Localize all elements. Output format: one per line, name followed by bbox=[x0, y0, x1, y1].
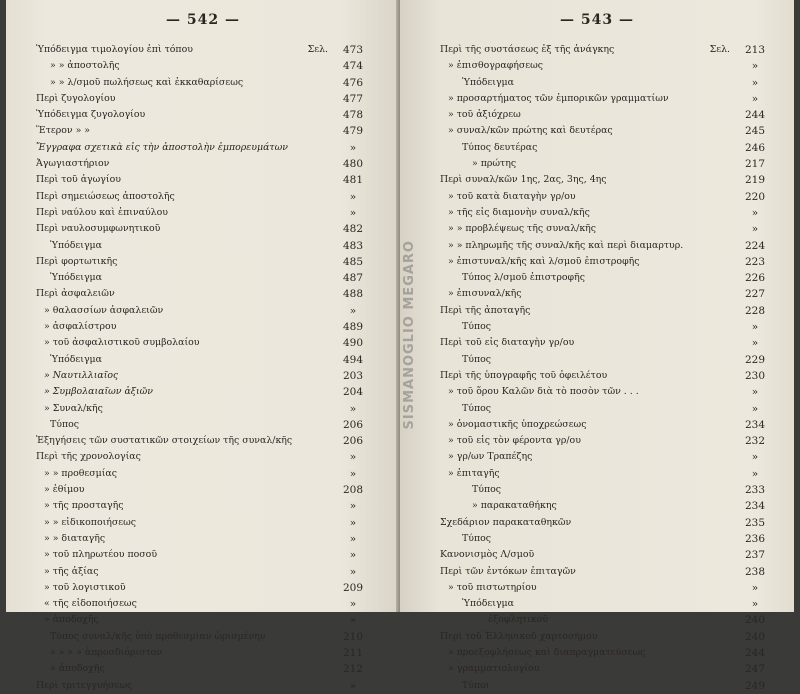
toc-entry bbox=[36, 107, 368, 123]
toc-entry-title: Περὶ τῶν ἐντόκων ἐπιταγῶν bbox=[440, 565, 576, 577]
toc-entry-page-number: » bbox=[751, 206, 759, 219]
toc-entry bbox=[36, 515, 368, 531]
toc-entry-title: » » εἰδικοποιήσεως bbox=[44, 516, 137, 528]
toc-entry-page-number: » bbox=[349, 532, 357, 545]
toc-entry-page-number: 208 bbox=[342, 484, 364, 497]
toc-entry-page-number: » bbox=[751, 451, 759, 464]
toc-entry-page-number: 203 bbox=[342, 369, 364, 382]
toc-entry bbox=[440, 303, 770, 319]
toc-entry-title: » ἀσφαλίστρου bbox=[44, 321, 117, 333]
toc-entry-title: Περὶ ναυλοσυμφωνητικοῦ bbox=[36, 223, 161, 235]
toc-entry-page-number: 210 bbox=[342, 630, 364, 643]
toc-entry-page-number: 481 bbox=[342, 174, 364, 187]
toc-entry bbox=[36, 678, 368, 694]
toc-entry-page-number: 249 bbox=[744, 679, 766, 692]
toc-entry bbox=[440, 678, 770, 694]
library-stamp: SISMANOGLIO MEGARO bbox=[402, 240, 417, 430]
toc-entry-title: » τοῦ λογιστικοῦ bbox=[44, 581, 126, 593]
toc-entry bbox=[36, 91, 368, 107]
toc-entry-title: » ἐπιστυναλ/κῆς καὶ λ/σμοῦ ἐπιστροφῆς bbox=[448, 255, 640, 267]
toc-entry bbox=[36, 498, 368, 514]
toc-entry bbox=[440, 515, 770, 531]
toc-entry-page-number: » bbox=[751, 581, 759, 594]
toc-entry bbox=[440, 172, 770, 188]
toc-entry-page-number: 240 bbox=[744, 630, 766, 643]
toc-entry-page-number: » bbox=[349, 451, 357, 464]
toc-entry-page-number: 232 bbox=[744, 435, 766, 448]
toc-entry bbox=[36, 270, 368, 286]
toc-entry-title: » ἀποδοχῆς bbox=[44, 614, 99, 626]
toc-entry-page-number: » bbox=[349, 516, 357, 529]
toc-entry bbox=[440, 156, 770, 172]
toc-entry bbox=[36, 42, 368, 58]
toc-entry bbox=[36, 205, 368, 221]
toc-entry bbox=[440, 433, 770, 449]
toc-entry-page-number: 473 bbox=[342, 44, 364, 56]
toc-entry bbox=[440, 547, 770, 563]
toc-entry-title: Ὑπόδειγμα bbox=[50, 272, 102, 284]
toc-entry-title: Τύπος bbox=[462, 532, 492, 544]
toc-entry-title: » » διαταγῆς bbox=[44, 532, 106, 544]
toc-entry-page-number: 480 bbox=[342, 158, 364, 171]
toc-entry-title: Τύπος bbox=[472, 484, 502, 496]
left-toc-list bbox=[36, 42, 368, 694]
toc-entry-title: » τοῦ ἀξιόχρεω bbox=[448, 109, 521, 121]
toc-entry bbox=[36, 58, 368, 74]
toc-entry bbox=[36, 384, 368, 400]
toc-entry-page-number: » bbox=[349, 549, 357, 562]
toc-entry-page-number: 490 bbox=[342, 337, 364, 350]
toc-entry-page-number: 227 bbox=[744, 288, 766, 301]
toc-entry bbox=[36, 123, 368, 139]
toc-entry-page-number: 219 bbox=[744, 174, 766, 187]
toc-entry-title: Τύπος συναλ/κῆς ὑπὸ προθεσμίαν ὡρισμένην bbox=[50, 630, 266, 642]
toc-entry-title: Ἐξηγήσεις τῶν συστατικῶν στοιχείων τῆς συναλ/κῆς bbox=[36, 435, 293, 447]
toc-entry bbox=[36, 482, 368, 498]
toc-entry bbox=[36, 352, 368, 368]
toc-entry bbox=[36, 189, 368, 205]
toc-entry bbox=[440, 58, 770, 74]
toc-entry-page-number: 224 bbox=[744, 239, 766, 252]
toc-entry-page-number: 204 bbox=[342, 386, 364, 399]
toc-entry-title: » τοῦ εἰς τὸν φέροντα γρ/ου bbox=[448, 435, 581, 447]
toc-entry-title: Τύποι bbox=[462, 679, 490, 691]
toc-entry bbox=[36, 140, 368, 156]
toc-entry-title: » τῆς ἀξίας bbox=[44, 565, 99, 577]
toc-entry-page-number: 209 bbox=[342, 581, 364, 594]
toc-entry-title: » ἐπιταγῆς bbox=[448, 467, 500, 479]
toc-entry bbox=[440, 221, 770, 237]
toc-entry-title: » τῆς εἰς διαμονὴν συναλ/κῆς bbox=[448, 206, 590, 218]
toc-entry-page-number: 213 bbox=[744, 44, 766, 56]
toc-entry-page-number: 206 bbox=[342, 418, 364, 431]
toc-entry bbox=[36, 433, 368, 449]
page-column-label: Σελ. bbox=[307, 44, 328, 55]
toc-entry bbox=[440, 286, 770, 302]
toc-entry-page-number: » bbox=[349, 598, 357, 611]
toc-entry-title: » θαλασσίων ἀσφαλειῶν bbox=[44, 304, 164, 316]
toc-entry-title: » » λ/σμοῦ πωλήσεως καὶ ἐκκαθαρίσεως bbox=[50, 76, 244, 88]
toc-entry-page-number: 476 bbox=[342, 76, 364, 89]
toc-entry bbox=[440, 123, 770, 139]
toc-entry-title: Περὶ τοῦ ἀγωγίου bbox=[36, 174, 121, 186]
toc-entry bbox=[36, 401, 368, 417]
toc-entry-title: » Συμβολαιαῖων ἀξιῶν bbox=[44, 386, 153, 398]
toc-entry-page-number: » bbox=[349, 565, 357, 578]
toc-entry bbox=[36, 319, 368, 335]
toc-entry-title: » γραμματιολογίου bbox=[448, 663, 540, 675]
toc-entry bbox=[36, 531, 368, 547]
toc-entry-page-number: 478 bbox=[342, 109, 364, 122]
toc-entry-page-number: 483 bbox=[342, 239, 364, 252]
toc-entry-title: Τύπος bbox=[462, 402, 492, 414]
toc-entry-title: » προσαρτήματος τῶν ἐμπορικῶν γραμματίων bbox=[448, 92, 669, 104]
toc-entry-page-number: 206 bbox=[342, 435, 364, 448]
toc-entry bbox=[440, 612, 770, 628]
toc-entry-title: « τῆς εἰδοποιήσεως bbox=[44, 598, 137, 610]
toc-entry-title: Περὶ σημειώσεως ἀποστολῆς bbox=[36, 190, 175, 202]
toc-entry bbox=[440, 449, 770, 465]
toc-entry bbox=[440, 401, 770, 417]
toc-entry-title: Περὶ τῆς συστάσεως ἐξ τῆς ἀνάγκης bbox=[440, 44, 615, 55]
toc-entry bbox=[440, 531, 770, 547]
toc-entry-page-number: 237 bbox=[744, 549, 766, 562]
toc-entry bbox=[36, 303, 368, 319]
toc-entry bbox=[440, 335, 770, 351]
toc-entry bbox=[440, 368, 770, 384]
toc-entry-title: Περὶ συναλ/κῶν 1ης, 2ας, 3ης, 4ης bbox=[440, 174, 607, 186]
toc-entry bbox=[440, 596, 770, 612]
toc-entry bbox=[36, 612, 368, 628]
right-toc-list bbox=[440, 42, 770, 694]
toc-entry bbox=[36, 417, 368, 433]
toc-entry-title: Ὑπόδειγμα bbox=[50, 353, 102, 365]
toc-entry-page-number: » bbox=[349, 141, 357, 154]
toc-entry-page-number: » bbox=[751, 402, 759, 415]
toc-entry bbox=[36, 75, 368, 91]
toc-entry bbox=[36, 466, 368, 482]
toc-entry bbox=[36, 547, 368, 563]
toc-entry-title: » ἐπισυναλ/κῆς bbox=[448, 288, 522, 300]
toc-entry-page-number: 223 bbox=[744, 255, 766, 268]
toc-entry-page-number: 238 bbox=[744, 565, 766, 578]
toc-entry-page-number: 228 bbox=[744, 304, 766, 317]
toc-entry-title: Περὶ τῆς ὑπογραφῆς τοῦ ὀφειλέτου bbox=[440, 369, 608, 381]
toc-entry bbox=[440, 580, 770, 596]
toc-entry bbox=[36, 564, 368, 580]
toc-entry bbox=[440, 238, 770, 254]
toc-entry-title: » » πληρωμῆς τῆς συναλ/κῆς καὶ περὶ διαμαρτυρ. bbox=[448, 239, 684, 251]
toc-entry bbox=[36, 449, 368, 465]
toc-entry-title: Περὶ ναύλου καὶ ἐπιναύλου bbox=[36, 206, 168, 218]
toc-entry-title: Περὶ ζυγολογίου bbox=[36, 92, 116, 104]
toc-entry-page-number: » bbox=[349, 500, 357, 513]
toc-entry-title: Περὶ ἀσφαλειῶν bbox=[36, 288, 115, 300]
toc-entry-page-number: 217 bbox=[744, 158, 766, 171]
toc-entry-page-number: 226 bbox=[744, 272, 766, 285]
toc-entry-title: ἐξοφλητικοῦ bbox=[488, 614, 549, 626]
toc-entry-page-number: 477 bbox=[342, 92, 364, 105]
toc-entry-title: Περὶ τῆς ἀποταγῆς bbox=[440, 304, 531, 316]
toc-entry-page-number: » bbox=[751, 92, 759, 105]
toc-entry bbox=[440, 661, 770, 677]
toc-entry-page-number: 229 bbox=[744, 353, 766, 366]
toc-entry bbox=[440, 384, 770, 400]
toc-entry bbox=[36, 368, 368, 384]
toc-entry-title: Περὶ τοῦ εἰς διαταγὴν γρ/ου bbox=[440, 337, 575, 349]
toc-entry-title: Περὶ τοῦ Ἑλληνικοῦ χαρτοσήμου bbox=[440, 630, 598, 642]
toc-entry-title: Περὶ τριτεγγυήσεως bbox=[36, 679, 133, 691]
toc-entry bbox=[36, 286, 368, 302]
toc-entry bbox=[440, 91, 770, 107]
toc-entry-title: » Συναλ/κῆς bbox=[44, 402, 103, 414]
toc-entry-page-number: 489 bbox=[342, 321, 364, 334]
toc-entry-title: » τοῦ ὅρου Καλῶν διὰ τὸ ποσὸν τῶν . . . bbox=[448, 386, 639, 398]
toc-entry-title: Τύπος bbox=[462, 353, 492, 365]
toc-entry-page-number: 234 bbox=[744, 500, 766, 513]
toc-entry-title: Τύπος bbox=[50, 418, 80, 430]
left-page bbox=[6, 0, 400, 692]
toc-entry-page-number: » bbox=[751, 60, 759, 73]
toc-entry-page-number: » bbox=[751, 598, 759, 611]
toc-entry-title: Περὶ τῆς χρονολογίας bbox=[36, 451, 141, 463]
toc-entry bbox=[440, 482, 770, 498]
toc-entry-title: Σχεδάριον παρακαταθηκῶν bbox=[440, 516, 572, 528]
toc-entry-page-number: 235 bbox=[744, 516, 766, 529]
toc-entry-page-number: » bbox=[349, 190, 357, 203]
toc-entry-page-number: 244 bbox=[744, 109, 766, 122]
toc-entry-page-number: 212 bbox=[342, 663, 364, 676]
toc-entry-page-number: 247 bbox=[744, 663, 766, 676]
toc-entry-page-number: 494 bbox=[342, 353, 364, 366]
toc-entry-page-number: » bbox=[751, 337, 759, 350]
toc-entry bbox=[440, 466, 770, 482]
toc-entry-title: Ἀγωγιαστήριον bbox=[36, 158, 110, 170]
toc-entry-title: » ἀποδοχῆς bbox=[50, 663, 105, 675]
toc-entry bbox=[440, 205, 770, 221]
toc-entry-title: » ὀνομαστικῆς ὑποχρεώσεως bbox=[448, 418, 587, 430]
toc-entry-page-number: 240 bbox=[744, 614, 766, 627]
toc-entry-title: » » ἀποστολῆς bbox=[50, 60, 120, 72]
toc-entry-title: Τύπος bbox=[462, 321, 492, 333]
toc-entry-title: » ἐπισθογραφήσεως bbox=[448, 60, 544, 72]
toc-entry-page-number: 244 bbox=[744, 646, 766, 659]
toc-entry-title: Τύπος δευτέρας bbox=[462, 141, 538, 153]
toc-entry-title: Ἕτερον » » bbox=[36, 125, 91, 137]
toc-entry bbox=[36, 580, 368, 596]
toc-entry-page-number: » bbox=[751, 467, 759, 480]
toc-entry-page-number: » bbox=[349, 679, 357, 692]
toc-entry-page-number: 485 bbox=[342, 255, 364, 268]
toc-entry bbox=[440, 629, 770, 645]
toc-entry-page-number: » bbox=[349, 467, 357, 480]
toc-entry-page-number: 245 bbox=[744, 125, 766, 138]
toc-entry bbox=[36, 629, 368, 645]
toc-entry-title: » παρακαταθήκης bbox=[472, 500, 557, 512]
toc-entry-page-number: » bbox=[349, 614, 357, 627]
toc-entry-page-number: » bbox=[349, 206, 357, 219]
toc-entry bbox=[36, 335, 368, 351]
toc-entry-page-number: 482 bbox=[342, 223, 364, 236]
toc-entry-title: » συναλ/κῶν πρώτης καὶ δευτέρας bbox=[448, 125, 613, 137]
toc-entry bbox=[440, 270, 770, 286]
toc-entry bbox=[440, 189, 770, 205]
toc-entry-page-number: » bbox=[751, 76, 759, 89]
toc-entry bbox=[36, 221, 368, 237]
toc-entry-page-number: 233 bbox=[744, 484, 766, 497]
toc-entry-page-number: 479 bbox=[342, 125, 364, 138]
toc-entry-title: » τοῦ πληρωτέου ποσοῦ bbox=[44, 549, 158, 561]
page-column-label: Σελ. bbox=[709, 44, 730, 55]
toc-entry-title: Ὑπόδειγμα bbox=[462, 598, 514, 610]
left-page-number: — 542 — bbox=[166, 12, 240, 28]
toc-entry-page-number: 488 bbox=[342, 288, 364, 301]
toc-entry bbox=[36, 238, 368, 254]
toc-entry bbox=[440, 645, 770, 661]
toc-entry-page-number: » bbox=[751, 386, 759, 399]
toc-entry-page-number: » bbox=[349, 402, 357, 415]
toc-entry-title: » πρώτης bbox=[472, 158, 517, 170]
toc-entry-page-number: » bbox=[349, 304, 357, 317]
toc-entry-title: Περὶ φορτωτικῆς bbox=[36, 255, 118, 267]
toc-entry-title: » » προβλέψεως τῆς συναλ/κῆς bbox=[448, 223, 597, 235]
toc-entry bbox=[440, 42, 770, 58]
right-page bbox=[400, 0, 794, 692]
toc-entry bbox=[440, 498, 770, 514]
toc-entry bbox=[440, 352, 770, 368]
toc-entry-title: » τοῦ κατὰ διαταγὴν γρ/ου bbox=[448, 190, 576, 202]
toc-entry-title: Ὑπόδειγμα τιμολογίου ἐπὶ τόπου bbox=[36, 44, 193, 55]
toc-entry-page-number: 236 bbox=[744, 532, 766, 545]
toc-entry-title: Τύπος λ/σμοῦ ἐπιστροφῆς bbox=[462, 272, 585, 284]
toc-entry-title: Ἔγγραφα σχετικὰ εἰς τὴν ἀποστολὴν ἐμπορευμάτων bbox=[36, 141, 288, 153]
toc-entry bbox=[36, 172, 368, 188]
toc-entry bbox=[440, 75, 770, 91]
toc-entry-title: Κανονισμὸς Λ/σμοῦ bbox=[440, 549, 535, 561]
toc-entry-page-number: 487 bbox=[342, 272, 364, 285]
toc-entry bbox=[440, 319, 770, 335]
toc-entry-title: » προεξοφλήσεως καὶ διαπραγματεύσεως bbox=[448, 646, 646, 658]
toc-entry bbox=[36, 156, 368, 172]
toc-entry-title: » Ναυτιλλιαῖος bbox=[44, 369, 119, 381]
toc-entry bbox=[440, 254, 770, 270]
toc-entry-page-number: 246 bbox=[744, 141, 766, 154]
toc-entry-title: » » » » ἀπροσδιόριστον bbox=[50, 646, 162, 658]
toc-entry-page-number: 220 bbox=[744, 190, 766, 203]
toc-entry-title: Ὑπόδειγμα bbox=[462, 76, 514, 88]
toc-entry bbox=[36, 596, 368, 612]
toc-entry-page-number: » bbox=[751, 321, 759, 334]
toc-entry-page-number: 234 bbox=[744, 418, 766, 431]
toc-entry-title: » τοῦ πιστωτηρίου bbox=[448, 581, 537, 593]
toc-entry-title: » τῆς προσταγῆς bbox=[44, 500, 124, 512]
toc-entry-title: » γρ/ων Τραπέζης bbox=[448, 451, 533, 463]
toc-entry-title: » ἐθίμου bbox=[44, 484, 85, 496]
toc-entry-title: Ὑπόδειγμα ζυγολογίου bbox=[36, 109, 146, 121]
toc-entry bbox=[36, 254, 368, 270]
right-page-number: — 543 — bbox=[560, 12, 634, 28]
toc-entry bbox=[440, 140, 770, 156]
toc-entry-title: » τοῦ ἀσφαλιστικοῦ συμβολαίου bbox=[44, 337, 200, 349]
toc-entry-title: Ὑπόδειγμα bbox=[50, 239, 102, 251]
toc-entry-page-number: 474 bbox=[342, 60, 364, 73]
toc-entry-page-number: 230 bbox=[744, 369, 766, 382]
toc-entry bbox=[36, 645, 368, 661]
toc-entry bbox=[36, 661, 368, 677]
toc-entry-page-number: » bbox=[751, 223, 759, 236]
toc-entry bbox=[440, 417, 770, 433]
toc-entry-page-number: 211 bbox=[342, 646, 364, 659]
toc-entry-title: » » προθεσμίας bbox=[44, 467, 117, 479]
toc-entry bbox=[440, 564, 770, 580]
toc-entry bbox=[440, 107, 770, 123]
